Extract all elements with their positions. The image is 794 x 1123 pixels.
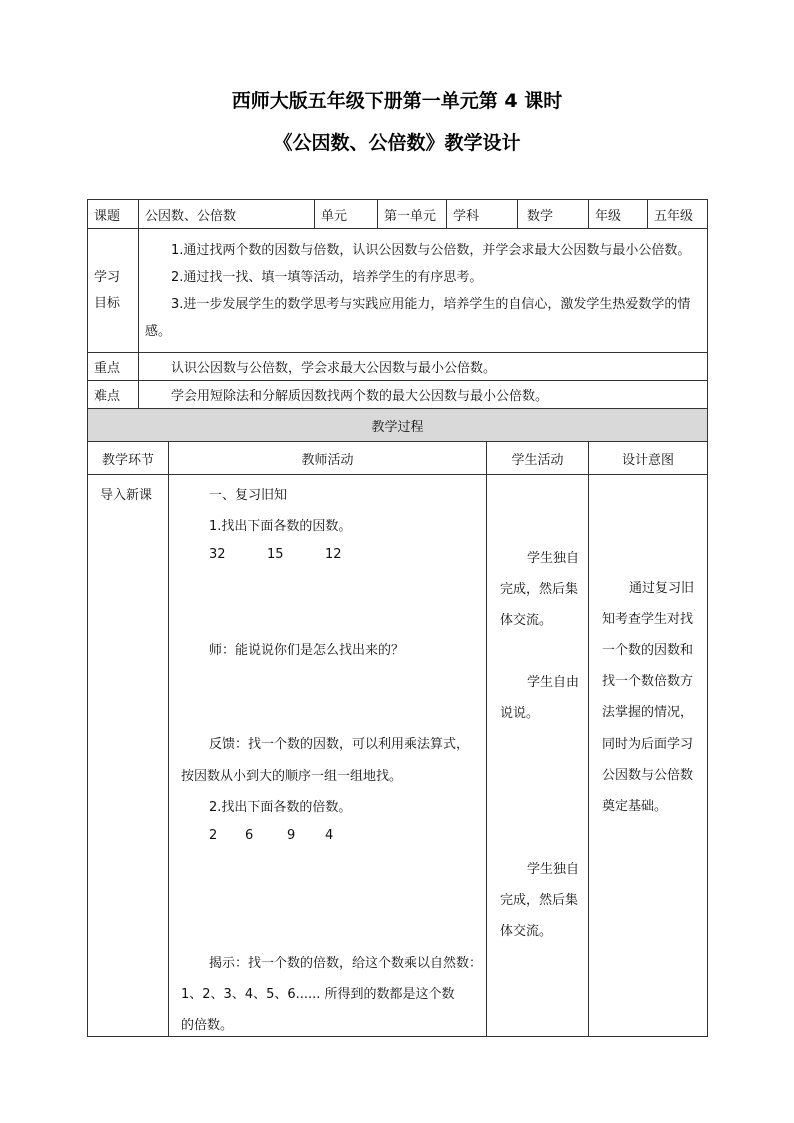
student-line: 体交流。 bbox=[500, 924, 553, 939]
header-stage: 教学环节 bbox=[88, 442, 169, 475]
intent-line: 通过复习旧 bbox=[629, 581, 695, 596]
topic-value: 公因数、公倍数 bbox=[139, 200, 315, 229]
difficulty-label: 难点 bbox=[88, 381, 139, 409]
goal-item: 3.进一步发展学生的数学思考与实践应用能力，培养学生的自信心，激发学生热爱数学的情感。 bbox=[145, 296, 691, 339]
difficulty-text: 学会用短除法和分解质因数找两个数的最大公因数与最小公倍数。 bbox=[139, 381, 708, 409]
key-point-text: 认识公因数与公倍数，学会求最大公因数与最小公倍数。 bbox=[139, 353, 708, 381]
teacher-line: 师：能说说你们是怎么找出来的？ bbox=[209, 643, 405, 658]
number-item: 32 bbox=[209, 547, 226, 562]
subject-value: 数学 bbox=[518, 200, 589, 229]
student-line: 学生自由 bbox=[527, 675, 580, 690]
number-item: 12 bbox=[325, 547, 342, 562]
stage-label: 导入新课 bbox=[100, 488, 153, 503]
process-section-title: 教学过程 bbox=[88, 409, 708, 442]
goals-label-line2: 目标 bbox=[94, 295, 121, 311]
teacher-line: 1、2、3、4、5、6...... 所得到的数都是这个数 bbox=[181, 987, 455, 1002]
process-section-row bbox=[88, 409, 708, 442]
process-header-row bbox=[88, 442, 708, 475]
teacher-line: 2.找出下面各数的倍数。 bbox=[209, 800, 352, 815]
info-row bbox=[88, 200, 708, 229]
process-row bbox=[88, 475, 708, 1037]
goals-row bbox=[88, 229, 708, 353]
factor-numbers bbox=[209, 547, 342, 562]
goals-content bbox=[139, 229, 708, 353]
goals-label-line1: 学习 bbox=[94, 269, 121, 285]
key-point-label: 重点 bbox=[88, 353, 139, 381]
number-item: 15 bbox=[267, 547, 284, 562]
grade-label: 年级 bbox=[589, 200, 648, 229]
difficulty-row bbox=[88, 381, 708, 409]
lesson-plan-table bbox=[87, 199, 708, 1037]
teacher-line: 反馈：找一个数的因数，可以利用乘法算式， bbox=[209, 737, 470, 752]
student-line: 学生独自 bbox=[527, 862, 580, 877]
document-title: 西师大版五年级下册第一单元第 4 课时 bbox=[231, 90, 563, 112]
multiple-numbers bbox=[209, 828, 333, 843]
teacher-line: 1.找出下面各数的因数。 bbox=[209, 519, 352, 534]
teacher-line: 揭示：找一个数的倍数，给这个数乘以自然数： bbox=[209, 956, 483, 971]
subject-label: 学科 bbox=[447, 200, 518, 229]
topic-label: 课题 bbox=[88, 200, 139, 229]
header-student: 学生活动 bbox=[487, 442, 589, 475]
teacher-activity-cell bbox=[169, 475, 487, 1037]
stage-cell bbox=[88, 475, 169, 1037]
student-line: 完成，然后集 bbox=[500, 582, 579, 597]
goals-label bbox=[88, 229, 139, 353]
intent-line: 公因数与公倍数 bbox=[602, 768, 694, 783]
number-item: 2 bbox=[209, 828, 218, 843]
teacher-line: 的倍数。 bbox=[181, 1018, 234, 1033]
student-line: 学生独自 bbox=[527, 551, 580, 566]
intent-line: 同时为后面学习 bbox=[602, 737, 694, 752]
student-line: 完成，然后集 bbox=[500, 893, 579, 908]
unit-value: 第一单元 bbox=[378, 200, 447, 229]
student-line: 说说。 bbox=[500, 706, 540, 721]
unit-label: 单元 bbox=[315, 200, 378, 229]
intent-line: 知考查学生对找 bbox=[602, 612, 694, 627]
header-intent: 设计意图 bbox=[589, 442, 708, 475]
student-activity-cell bbox=[487, 475, 589, 1037]
student-line: 体交流。 bbox=[500, 613, 553, 628]
number-item: 9 bbox=[287, 828, 296, 843]
intent-line: 奠定基础。 bbox=[602, 799, 668, 814]
design-intent-cell bbox=[589, 475, 708, 1037]
intent-line: 法掌握的情况， bbox=[602, 705, 694, 720]
key-point-row bbox=[88, 353, 708, 381]
number-item: 6 bbox=[245, 828, 254, 843]
teacher-line: 一、复习旧知 bbox=[209, 488, 288, 503]
intent-line: 找一个数倍数方 bbox=[602, 674, 694, 689]
goal-item: 1.通过找两个数的因数与倍数，认识公因数与公倍数，并学会求最大公因数与最小公倍数。 bbox=[171, 242, 691, 258]
header-teacher: 教师活动 bbox=[169, 442, 487, 475]
intent-line: 一个数的因数和 bbox=[602, 643, 694, 658]
number-item: 4 bbox=[325, 828, 334, 843]
teacher-line: 按因数从小到大的顺序一组一组地找。 bbox=[181, 769, 403, 784]
grade-value: 五年级 bbox=[648, 200, 708, 229]
document-subtitle: 《公因数、公倍数》教学设计 bbox=[273, 132, 521, 154]
goal-item: 2.通过找一找、填一填等活动，培养学生的有序思考。 bbox=[171, 269, 483, 285]
